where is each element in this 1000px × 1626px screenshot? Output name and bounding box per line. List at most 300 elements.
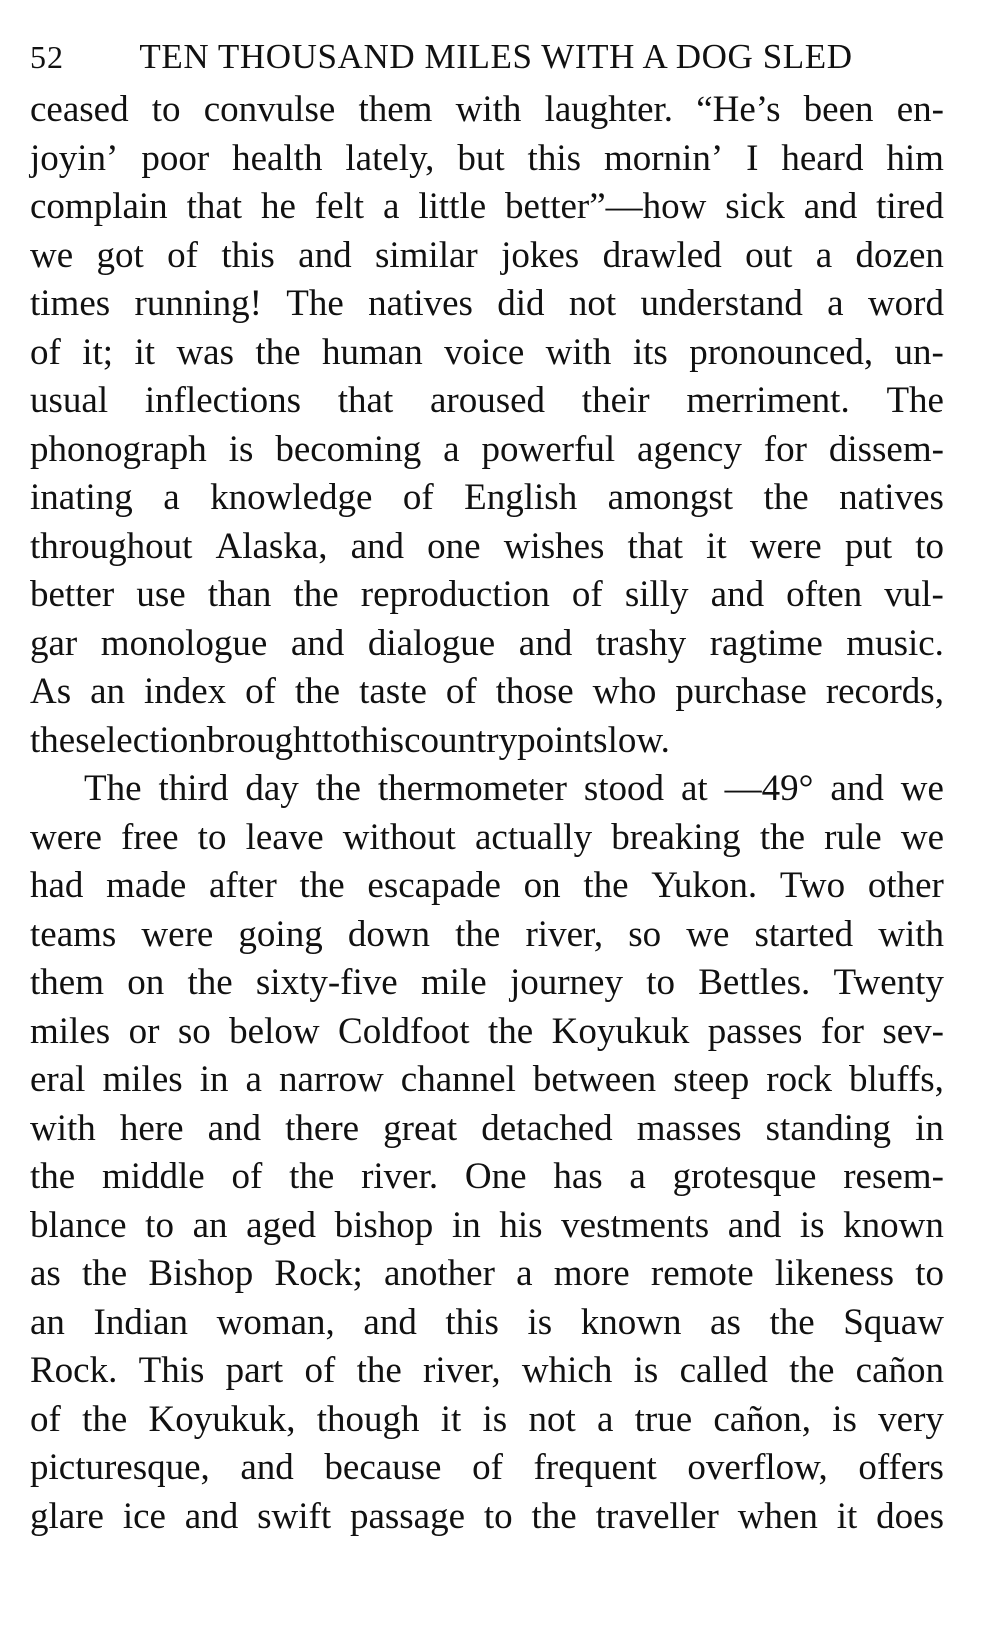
word: the [488,1010,534,1052]
text-line [30,620,944,669]
word: known [580,1301,682,1343]
word: voice [444,331,525,373]
word: mile [420,962,487,1003]
word: Squaw [843,1301,944,1343]
word: because [324,1447,442,1488]
word: below [229,1010,320,1052]
word: low. [607,719,670,761]
word: I [746,137,759,179]
word: an [30,1301,65,1343]
word: laughter. [544,89,674,130]
word: we [900,816,944,858]
word: the [531,1495,577,1537]
word: the [769,1301,815,1343]
word: index [143,671,227,712]
word: Yukon. [651,865,758,906]
word: it [836,1495,858,1537]
word: though [316,1398,420,1440]
text-line [30,1396,944,1445]
text-line [30,814,944,863]
word: more [553,1253,630,1294]
word: masses [636,1107,742,1149]
word: him [886,137,944,179]
word: to [915,1253,944,1294]
word: very [878,1398,944,1440]
page-number: 52 [30,39,64,75]
text-line [30,1299,944,1348]
word: sixty-five [255,962,398,1003]
word: the [294,671,341,712]
word: a [629,1156,646,1197]
word: a [443,428,460,470]
word: its [632,331,668,373]
word: the [293,574,339,615]
word: of [30,1398,61,1440]
word: for [820,1010,864,1052]
word: their [581,380,650,421]
word: and [518,622,573,664]
word: so [177,1010,211,1052]
word: Bettles. [698,962,811,1003]
word: the [315,768,361,809]
word: natives [368,283,473,324]
word: passage [349,1495,466,1537]
word: at [681,768,708,809]
word: jokes [501,234,580,276]
word: running! [134,283,262,324]
word: or [128,1010,160,1052]
word: Koyukuk [551,1010,690,1052]
word: with [30,1107,96,1149]
text-line [30,765,944,814]
word: down [347,913,431,955]
word: ceased [30,89,129,130]
word: standing [765,1107,892,1149]
text-line [30,232,944,281]
word: ice [122,1495,166,1537]
word: better [30,574,115,615]
word: with [455,89,522,130]
word: does [876,1495,944,1537]
word: is [527,1301,553,1343]
word: monologue [100,622,268,664]
word: here [119,1107,184,1149]
word: so [628,913,662,955]
word: Rock. [30,1350,118,1391]
word: Bishop [148,1253,254,1294]
word: his [499,1204,543,1246]
word: stood [583,768,665,809]
text-line [30,1008,944,1057]
word: selection [75,719,207,761]
word: that [186,186,243,227]
word: between [532,1059,657,1100]
word: blance [30,1204,127,1246]
text-line [30,523,944,572]
word: made [106,865,187,906]
text-line [30,911,944,960]
word: overflow, [687,1447,828,1488]
word: powerful [481,428,616,470]
word: thermometer [377,768,567,809]
word: got [96,234,144,276]
word: English [464,477,578,518]
word: another [383,1253,495,1294]
word: the [759,816,806,858]
word: inating [30,477,133,518]
word: pronounced, [689,331,874,373]
text-line [30,329,944,378]
word: vul- [884,574,944,615]
word: and [298,234,352,276]
word: as [30,1253,61,1294]
text-line [30,377,944,426]
word: lately, [345,137,435,179]
word: in [199,1059,229,1100]
word: Koyukuk, [148,1398,296,1440]
word: he [260,186,296,227]
word: middle [101,1156,205,1197]
word: woman, [216,1301,335,1343]
word: Coldfoot [338,1010,470,1052]
word: when [737,1495,818,1537]
word: mornin’ [603,137,724,179]
word: is [832,1398,857,1440]
word: dissem- [828,428,944,470]
word: records, [825,671,944,712]
word: teams [30,913,117,955]
word: an [90,671,126,712]
word: this [445,1301,499,1343]
word: started [754,913,854,955]
word: the [255,331,301,373]
word: actually [474,816,593,858]
word: inflections [144,380,302,421]
word: narrow [278,1059,384,1100]
word: steep [673,1059,750,1100]
word: the [30,719,76,761]
word: complain [30,186,168,227]
word: and [363,1301,417,1343]
word: of [304,1350,336,1391]
word: to [145,1204,174,1246]
word: merriment. [686,380,850,421]
word: amongst [607,477,734,518]
word: day [245,768,299,809]
word: channel [400,1059,516,1100]
word: better”—how [505,186,707,227]
text-line [30,1153,944,1202]
word: river, [525,913,604,955]
word: picturesque, [30,1447,210,1488]
word: similar [374,234,478,276]
word: of [30,331,61,373]
word: has [553,1156,603,1197]
word: a [596,1398,614,1440]
word: tired [876,186,944,227]
word: of [245,671,276,712]
word: free [121,816,179,858]
word: miles [30,1010,111,1052]
word: human [322,331,423,373]
word: out [745,234,793,276]
word: on [127,962,165,1003]
text-line [30,1056,944,1105]
word: that [627,525,684,567]
word: of [445,671,477,712]
text-line [30,959,944,1008]
word: the [455,913,501,955]
book-page [30,30,944,1541]
word: phonograph [30,428,207,470]
word: a [815,234,833,276]
word: called [679,1350,768,1391]
word: heard [781,137,864,179]
text-line [30,183,944,232]
word: those [495,671,574,712]
word: joyin’ [30,137,119,179]
word: this [221,234,275,276]
word: bluffs, [849,1059,944,1100]
word: journey [509,962,623,1003]
word: put [844,525,893,567]
word: of [402,477,434,518]
word: leave [245,816,324,858]
word: had [30,865,84,906]
word: without [342,816,456,858]
word: purchase [675,671,807,712]
word: it; [82,331,114,373]
word: the [289,1156,335,1197]
word: been [803,89,874,130]
word: the [583,865,629,906]
word: times [30,283,111,324]
text-line [30,571,944,620]
word: other [867,865,944,906]
word: likeness [774,1253,895,1294]
word: bishop [334,1204,434,1246]
word: it [134,331,156,373]
word: grotesque [672,1156,817,1197]
word: to [321,719,351,761]
text-line [30,1444,944,1493]
word: breaking [611,816,741,858]
word: and [240,1447,294,1488]
word: Alaska, [215,525,328,567]
word: a [163,477,180,518]
word: cañon [855,1350,944,1391]
word: glare [30,1495,104,1537]
text-line [30,280,944,329]
word: resem- [843,1156,944,1197]
word: on [523,865,561,906]
word: The [886,380,944,421]
word: and [207,1107,262,1149]
word: it [440,1398,462,1440]
word: one [427,525,481,567]
word: the [763,477,809,518]
word: the [82,1253,128,1294]
word: were [30,816,102,858]
word: with [878,913,944,955]
word: them [30,962,104,1003]
word: and [290,622,345,664]
word: passes [707,1010,803,1052]
word: dozen [855,234,944,276]
word: a [245,1059,262,1100]
word: knowledge [210,477,373,518]
word: reproduction [360,574,550,615]
word: which [521,1350,613,1391]
word: Indian [93,1301,189,1343]
word: natives [839,477,944,518]
running-head [30,30,944,84]
word: a [516,1253,533,1294]
word: and [830,768,884,809]
word: river, [423,1350,501,1391]
word: en- [896,89,944,130]
running-title: TEN THOUSAND MILES WITH A DOG SLED [139,37,853,76]
word: frequent [533,1447,657,1488]
word: is [228,428,254,470]
word: Two [779,865,846,906]
word: dialogue [367,622,496,664]
word: than [207,574,272,615]
word: of [231,1156,263,1197]
word: this [527,137,582,179]
text-line [30,135,944,184]
word: and [803,186,858,227]
word: is [633,1350,659,1391]
word: The [84,768,142,809]
word: not [528,1398,576,1440]
text-line [30,426,944,475]
word: becoming [275,428,422,470]
word: gar [30,622,78,664]
word: Twenty [833,962,944,1003]
text-line [30,474,944,523]
word: and [184,1495,239,1537]
word: un- [894,331,944,373]
word: little [418,186,487,227]
word: them [358,89,433,130]
word: to [915,525,944,567]
word: is [799,1204,825,1246]
word: river. [361,1156,439,1197]
word: understand [640,283,803,324]
word: not [568,283,617,324]
word: traveller [595,1495,719,1537]
word: we [686,913,730,955]
word: part [225,1350,284,1391]
word: music. [846,622,944,664]
word: in [451,1204,481,1246]
word: points [517,719,608,761]
word: were [749,525,822,567]
word: to [483,1495,513,1537]
word: usual [30,380,109,421]
word: true [634,1398,693,1440]
word: to [197,816,227,858]
text-line [30,668,944,717]
word: eral [30,1059,86,1100]
word: This [138,1350,205,1391]
word: the [299,865,345,906]
word: it [706,525,727,567]
word: the [30,1156,76,1197]
word: drawled [602,234,722,276]
word: word [867,283,944,324]
text-line [30,1105,944,1154]
word: swift [257,1495,332,1537]
word: is [482,1398,508,1440]
word: agency [637,428,742,470]
word: was [176,331,234,373]
word: known [843,1204,944,1246]
text-line [30,1493,944,1542]
word: to [151,89,181,130]
word: great [383,1107,458,1149]
word: going [238,913,323,955]
word: poor [141,137,210,179]
word: The [286,283,344,324]
word: brought [206,719,322,761]
word: cañon, [713,1398,812,1440]
word: after [209,865,277,906]
word: a [382,186,400,227]
word: —49° [724,768,814,809]
word: silly [624,574,689,615]
word: there [285,1107,360,1149]
word: rock [766,1059,832,1100]
word: the [356,1350,402,1391]
word: Rock; [274,1253,363,1294]
word: were [141,913,214,955]
word: and [710,574,765,615]
word: this [350,719,405,761]
word: miles [102,1059,183,1100]
word: did [497,283,545,324]
word: “He’s [696,89,781,130]
text-line [30,1250,944,1299]
text-line [30,1347,944,1396]
text-line [30,862,944,911]
word: sev- [882,1010,944,1052]
text-line [30,717,944,766]
word: use [136,574,186,615]
word: rule [824,816,882,858]
word: One [464,1156,527,1197]
word: often [786,574,863,615]
word: the [789,1350,835,1391]
word: As [30,671,72,712]
word: for [763,428,807,470]
word: but [457,137,505,179]
word: taste [359,671,427,712]
word: aged [246,1204,316,1246]
word: that [337,380,394,421]
word: we [30,234,74,276]
word: in [915,1107,944,1149]
word: we [900,768,944,809]
word: sick [725,186,785,227]
word: the [187,962,233,1003]
word: an [192,1204,228,1246]
word: of [472,1447,503,1488]
word: a [827,283,844,324]
text-line [30,1202,944,1251]
word: offers [858,1447,944,1488]
